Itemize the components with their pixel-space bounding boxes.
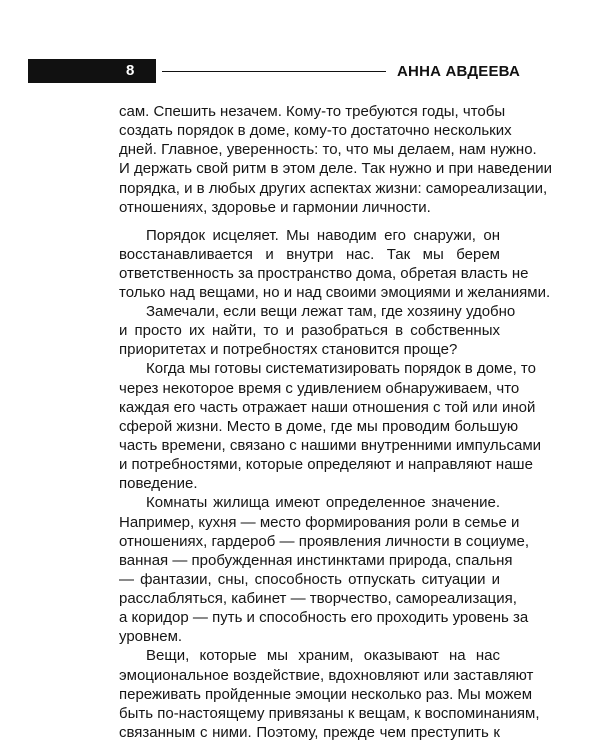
- text-line: сам. Спешить незачем. Кому-то требуются годы, чтобы: [119, 103, 506, 120]
- text-line: отношениях, здоровье и гармонии личности.: [119, 198, 431, 216]
- text-line: переживать пройденные эмоции несколько раз. Мы можем: [119, 685, 533, 703]
- text-line: связанным с ними. Поэтому, прежде чем преступить к: [119, 724, 500, 741]
- text-line: каждая его часть отражает наши отношения с той или иной: [119, 398, 536, 416]
- page-number: 8: [126, 62, 135, 79]
- text-line: создать порядок в доме, кому-то достаточно нескольких: [119, 122, 512, 140]
- text-line: приоритетах и потребностях становится проще?: [119, 341, 458, 359]
- text-line: Вещи, которые мы храним, оказывают на нас: [146, 647, 500, 665]
- text-line: только над вещами, но и над своими эмоциями и желаниями.: [119, 283, 551, 301]
- text-line: Замечали, если вещи лежат там, где хозяину удобно: [146, 303, 516, 321]
- text-line: эмоциональное воздействие, вдохновляют или заставляют: [119, 666, 534, 684]
- text-line: Комнаты жилища имеют определенное значение.: [146, 494, 500, 512]
- text-line: через некоторое время с удивлением обнаруживаем, что: [119, 379, 520, 397]
- text-line: Порядок исцеляет. Мы наводим его снаружи, он: [146, 226, 500, 244]
- running-header-author: АННА АВДЕЕВА: [397, 63, 520, 80]
- text-line: Например, кухня — место формирования роли в семье и: [119, 513, 520, 531]
- text-line: ответственность за пространство дома, обретая власть не: [119, 264, 529, 282]
- text-line: а коридор — путь и способность его проходить уровень за: [119, 609, 529, 627]
- text-line: поведение.: [119, 475, 198, 493]
- text-line: быть по-настоящему привязаны к вещам, к воспоминаниям,: [119, 704, 540, 722]
- text-line: — фантазии, сны, способность отпускать ситуации и: [119, 570, 500, 588]
- text-line: ванная — пробужденная инстинктами природа, спальня: [119, 551, 513, 569]
- text-line: и просто их найти, то и разобраться в собственных: [119, 322, 500, 340]
- text-line: восстанавливается и внутри нас. Так мы берем: [119, 245, 500, 263]
- text-line: и потребностями, которые определяют и направляют наше: [119, 456, 533, 474]
- text-line: расслабляться, кабинет — творчество, самореализация,: [119, 590, 517, 608]
- text-line: И держать свой ритм в этом деле. Так нужно и при наведении: [119, 160, 553, 178]
- text-line: порядка, и в любых других аспектах жизни: самореализации,: [119, 179, 548, 197]
- text-line: часть времени, связано с нашими внутренними импульсами: [119, 436, 542, 454]
- text-line: дней. Главное, уверенность: то, что мы делаем, нам нужно.: [119, 141, 537, 159]
- text-line: Когда мы готовы систематизировать порядок в доме, то: [146, 360, 536, 378]
- text-line: уровнем.: [119, 628, 183, 646]
- text-line: отношениях, гардероб — проявления личности в социуме,: [119, 532, 530, 550]
- text-line: сферой жизни. Место в доме, где мы проводим большую: [119, 417, 519, 435]
